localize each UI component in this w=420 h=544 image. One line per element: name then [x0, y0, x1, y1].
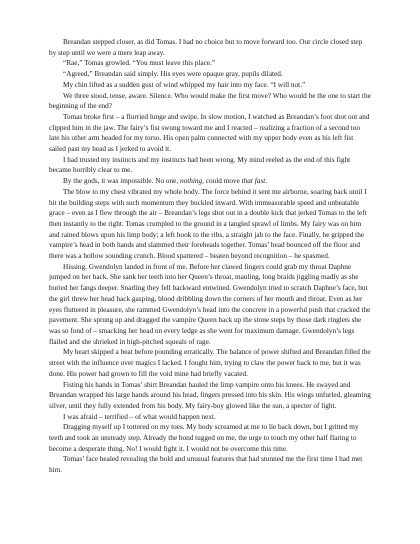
- emphasis-that-fast: that fast: [241, 177, 266, 186]
- document-page: [49, 37, 371, 476]
- paragraph: “Rae,” Tomas growled. “You must leave this place.”: [63, 59, 216, 68]
- paragraph: We three stood, tense, aware. Silence. Who would make the first move? Who would be the one to start the beginning of the end?: [49, 91, 371, 111]
- paragraph: “Agreed,” Breandan said simply. His eyes were opaque gray, pupils dilated.: [63, 70, 283, 79]
- paragraph: Hissing, Gwendolyn landed in front of me. Before her clawed fingers could grab my throat Daphne jumped on her back. She sank her teeth into her Queen’s throat, mauling, long braids jiggling madly as she buried her fangs deeper. Snarling they fell backward entwined. Gwendolyn tried to scratch Daphne’s face, but the girl threw her head back gasping, blood dribbling down the corners of her mouth and throat. Even as her eyes fluttered in pleasure, she rammed Gwendolyn’s head into the concrete in a powerful push that cracked the pavement. She sprung up and dragged the vampire Queen back up the stone steps by those dark ringlets she was so fond of – smacking her head on every ledge as she went for maximum damage. Gwendolyn’s legs flailed and she shrieked in high-pitched squeals of rage.: [49, 262, 371, 346]
- paragraph: Tomas’ face healed revealing the bold and unusual features that had stunned me the first time I had met him.: [49, 455, 363, 475]
- text-run: .: [265, 177, 268, 186]
- paragraph: I had trusted my instincts and my instincts had been wrong. My mind reeled as the end of this fight became horribly clear to me.: [49, 155, 351, 175]
- text-run: , could move: [202, 177, 242, 186]
- paragraph: I was afraid – terrified – of what would happen next.: [63, 412, 216, 421]
- paragraph: Dragging myself up I tottered on my toes. My body screamed at me to lie back down, but I gritted my teeth and took an unsteady step. Already the bond tugged on me, the urge to touch my other half flaring to become a desperate thing. No! I would fight it. I would not be overcome this time.: [49, 423, 359, 453]
- paragraph: My chin lifted as a sudden gust of wind whipped my hair into my face. “I will not.”: [63, 80, 306, 89]
- paragraph: The blow to my chest vibrated my whole body. The force behind it sent me airborne, soaring back until I hit the building steps with such momentum they buckled inward. With immeasurable speed and unbeatable grace – even as I flew through the air – Breandan’s legs shot out in a double kick that jerked Tomas to the left then instantly to the right. Tomas crumpled to the ground in a tangled sprawl of limbs. My fairy was on him and rained blows upon his limp body; a left hook to the ribs, a straight jab to the face. Finally, he gripped the vampire’s head in both hands and slammed their foreheads together. Tomas’ head bounced off the floor and there was a hollow sounding crunch. Blood spattered – beaten beyond recognition – he spasmed.: [49, 187, 367, 261]
- paragraph: Fisting his hands in Tomas’ shirt Breandan hauled the limp vampire onto his knees. He swayed and Breandan wrapped his large hands around his head, fingers pressed into his skin. His wings unfurled, gleaming silver, until they fully extended from his body. My fairy-boy glowed like the sun, a specter of light.: [49, 380, 371, 410]
- paragraph: My heart skipped a beat before pounding erratically. The balance of power shifted and Breandan filled the street with the influence over magics I lacked. I fought him, trying to claw the power back to me, but it was done. His power had grown to fill the void mine had briefly vacated.: [49, 348, 371, 378]
- paragraph-emphasis: [49, 176, 371, 187]
- paragraph: Tomas broke first – a flurried lunge and swipe. In slow motion, I watched as Breandan’s foot shot out and clipped him in the jaw. The fairy’s fist swung toward me and I reacted – realizing a fraction of a second too late his other arm headed for my torso. His open palm connected with my upper body even as his left fist sailed past my head as I jerked to avoid it.: [49, 112, 370, 154]
- text-run: By the gods, it was impossible. No one,: [63, 177, 181, 186]
- emphasis-nothing: nothing: [180, 177, 203, 186]
- paragraph: Breandan stepped closer, as did Tomas. I had no choice but to move forward too. Our circle closed step by step until we were a mere leap away.: [49, 38, 363, 57]
